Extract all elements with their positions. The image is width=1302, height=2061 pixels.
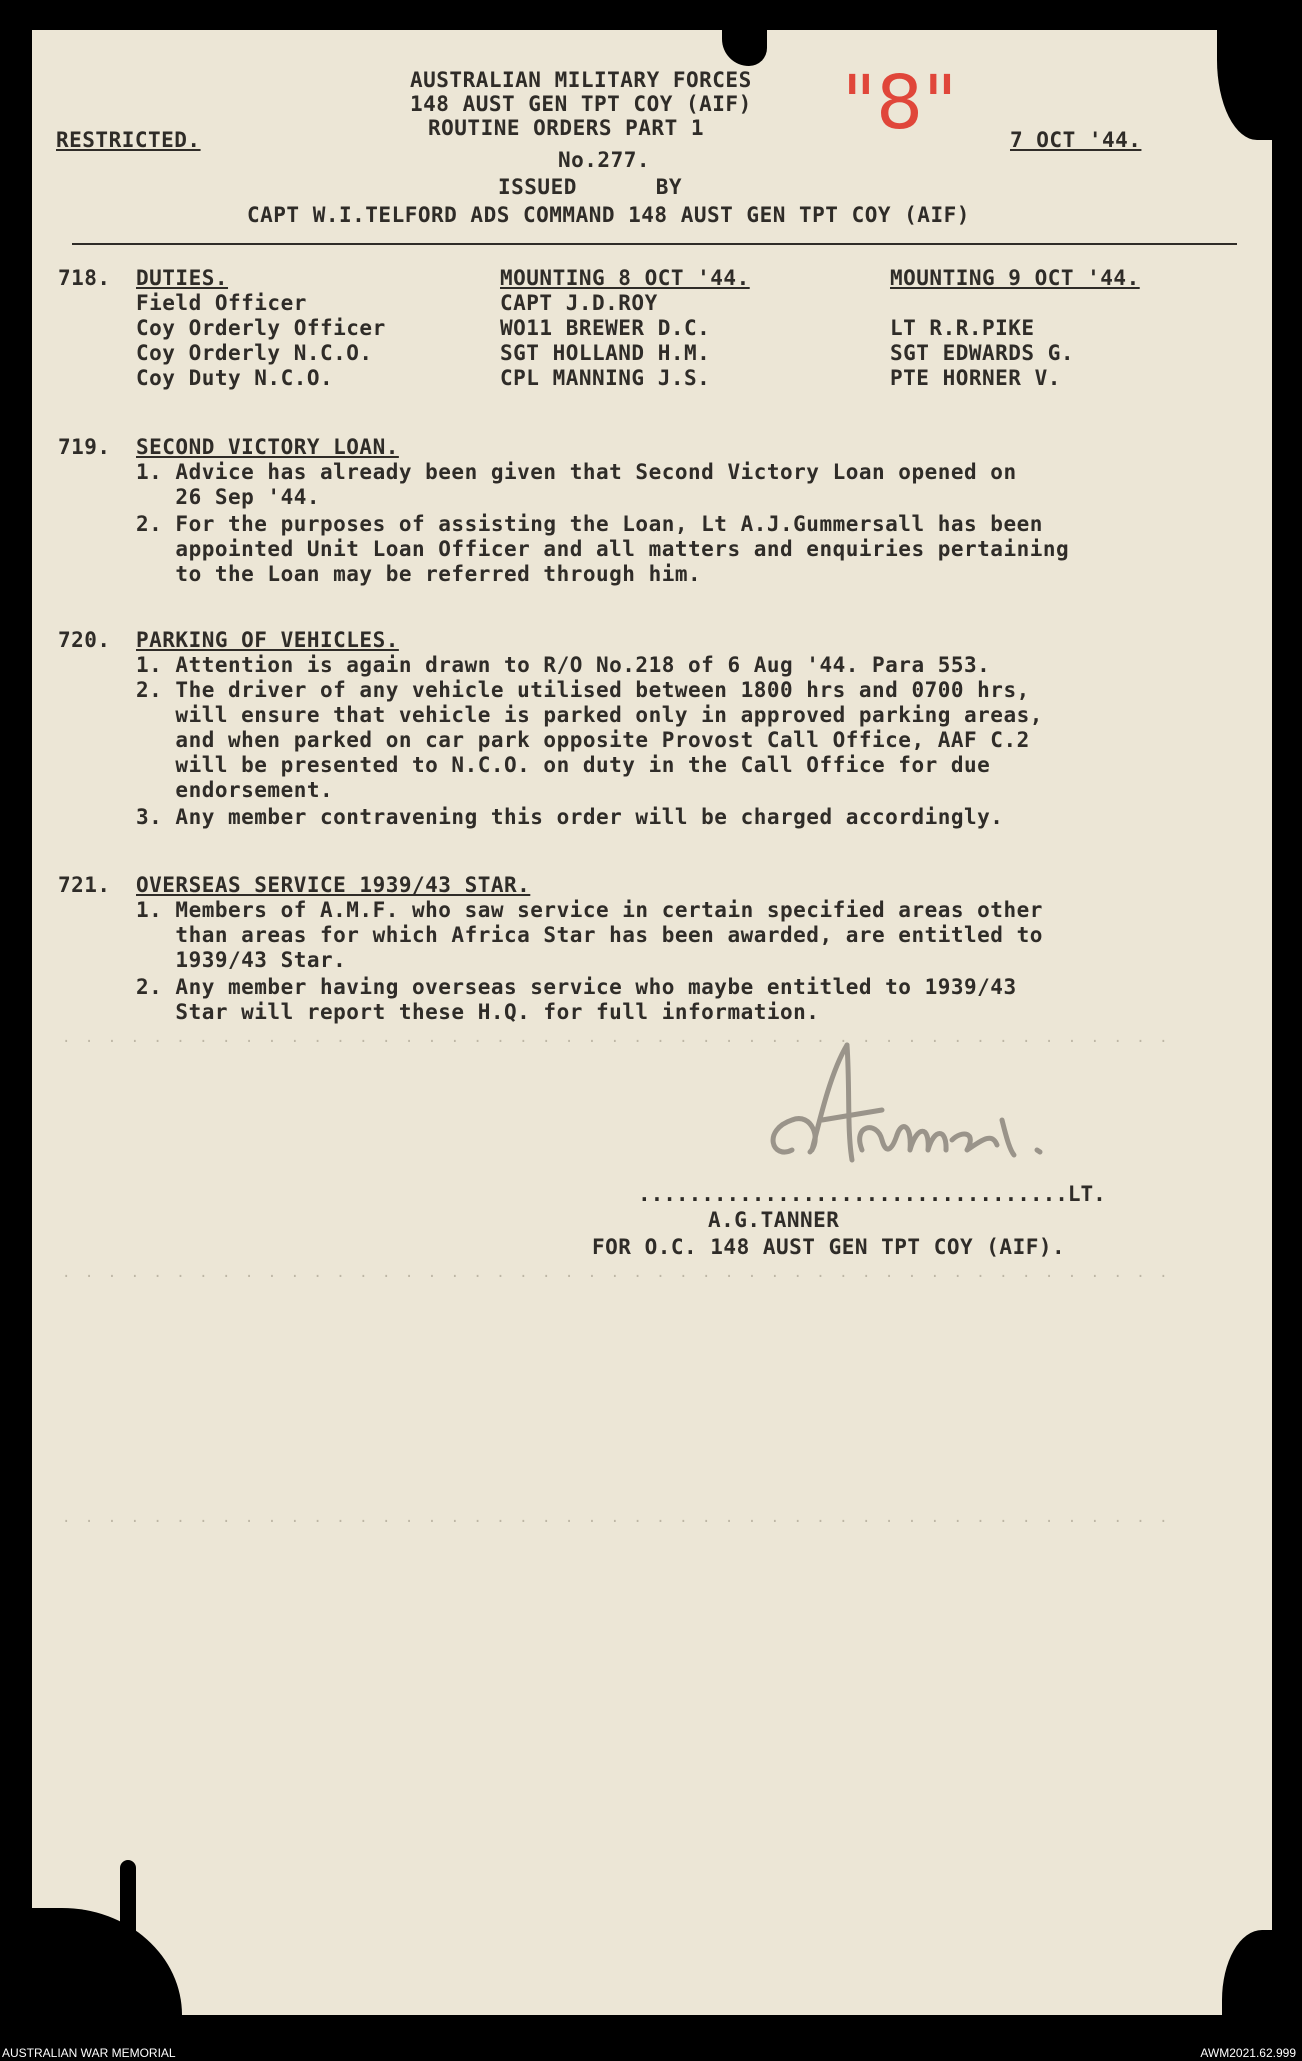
section-heading: OVERSEAS SERVICE 1939/43 STAR. bbox=[136, 873, 531, 897]
duty-8oct: CAPT J.D.ROY bbox=[500, 291, 658, 315]
torn-corner bbox=[32, 1908, 182, 2015]
issued-by: ISSUED BY bbox=[498, 175, 683, 199]
order-line: to the Loan may be referred through him. bbox=[136, 562, 702, 586]
duty-name: Coy Orderly N.C.O. bbox=[136, 341, 373, 365]
footer-accession-number: AWM2021.62.999 bbox=[1200, 2046, 1296, 2060]
order-line: 1. Members of A.M.F. who saw service in certain specified areas other bbox=[136, 898, 1043, 922]
signature-dotline: ..................................LT. bbox=[638, 1182, 1106, 1206]
order-line: 2. The driver of any vehicle utilised between 1800 hrs and 0700 hrs, bbox=[136, 678, 1030, 702]
para-number: 720. bbox=[58, 628, 111, 652]
duty-9oct: SGT EDWARDS G. bbox=[890, 341, 1075, 365]
order-line: 2. For the purposes of assisting the Loan, Lt A.J.Gummersall has been bbox=[136, 512, 1043, 536]
para-number: 721. bbox=[58, 873, 111, 897]
duty-8oct: WO11 BREWER D.C. bbox=[500, 316, 711, 340]
handwritten-signature bbox=[752, 1040, 1092, 1190]
header-line-1: AUSTRALIAN MILITARY FORCES bbox=[410, 68, 752, 92]
header-line-3: ROUTINE ORDERS PART 1 bbox=[428, 116, 705, 140]
signatory-name: A.G.TANNER bbox=[708, 1208, 840, 1232]
document-page bbox=[32, 30, 1272, 2015]
order-line: 26 Sep '44. bbox=[136, 485, 321, 509]
order-line: and when parked on car park opposite Provost Call Office, AAF C.2 bbox=[136, 728, 1030, 752]
duty-8oct: CPL MANNING J.S. bbox=[500, 366, 711, 390]
duty-name: Field Officer bbox=[136, 291, 307, 315]
classification: RESTRICTED. bbox=[56, 128, 201, 152]
torn-edge bbox=[120, 1860, 136, 1940]
bleed-through-dots: . . . . . . . . . . . . . . . . . . . . . . . . . . . . . . . . . . . . . . . . . . . . . . . . . bbox=[62, 1030, 1171, 1046]
header-line-2: 148 AUST GEN TPT COY (AIF) bbox=[410, 92, 752, 116]
order-line: endorsement. bbox=[136, 778, 334, 802]
order-line: 1. Advice has already been given that Second Victory Loan opened on bbox=[136, 460, 1017, 484]
order-line: 3. Any member contravening this order will be charged accordingly. bbox=[136, 805, 1004, 829]
torn-corner bbox=[1217, 30, 1272, 140]
mounting-9-heading: MOUNTING 9 OCT '44. bbox=[890, 266, 1140, 290]
document-date: 7 OCT '44. bbox=[1010, 128, 1142, 152]
mounting-8-heading: MOUNTING 8 OCT '44. bbox=[500, 266, 750, 290]
order-line: 2. Any member having overseas service who maybe entitled to 1939/43 bbox=[136, 975, 1017, 999]
duty-name: Coy Orderly Officer bbox=[136, 316, 386, 340]
para-number: 719. bbox=[58, 435, 111, 459]
issuer-line: CAPT W.I.TELFORD ADS COMMAND 148 AUST GEN TPT COY (AIF) bbox=[247, 203, 970, 227]
footer-credit: AUSTRALIAN WAR MEMORIAL bbox=[2, 2046, 176, 2060]
duty-9oct: LT R.R.PIKE bbox=[890, 316, 1035, 340]
torn-corner bbox=[1222, 1930, 1272, 2015]
duties-heading: DUTIES. bbox=[136, 266, 229, 290]
duty-8oct: SGT HOLLAND H.M. bbox=[500, 341, 711, 365]
order-line: Star will report these H.Q. for full information. bbox=[136, 1000, 820, 1024]
bleed-through-dots: . . . . . . . . . . . . . . . . . . . . . . . . . . . . . . . . . . . . . . . . . . . . . . . . . bbox=[62, 1265, 1171, 1281]
order-line: 1. Attention is again drawn to R/O No.218 of 6 Aug '44. Para 553. bbox=[136, 653, 991, 677]
section-heading: PARKING OF VEHICLES. bbox=[136, 628, 399, 652]
order-line: will ensure that vehicle is parked only in approved parking areas, bbox=[136, 703, 1043, 727]
order-line: appointed Unit Loan Officer and all matters and enquiries pertaining bbox=[136, 537, 1070, 561]
order-line: will be presented to N.C.O. on duty in the Call Office for due bbox=[136, 753, 991, 777]
duty-name: Coy Duty N.C.O. bbox=[136, 366, 334, 390]
red-number-annotation: "8" bbox=[842, 60, 958, 146]
duty-9oct: PTE HORNER V. bbox=[890, 366, 1061, 390]
order-line: 1939/43 Star. bbox=[136, 948, 347, 972]
bleed-through-dots: . . . . . . . . . . . . . . . . . . . . . . . . . . . . . . . . . . . . . . . . . . . . . . . . . bbox=[62, 1510, 1171, 1526]
para-number: 718. bbox=[58, 266, 111, 290]
order-number: No.277. bbox=[558, 148, 651, 172]
header-rule bbox=[72, 243, 1237, 245]
section-heading: SECOND VICTORY LOAN. bbox=[136, 435, 399, 459]
torn-edge bbox=[722, 30, 767, 66]
order-line: than areas for which Africa Star has been awarded, are entitled to bbox=[136, 923, 1043, 947]
signatory-capacity: FOR O.C. 148 AUST GEN TPT COY (AIF). bbox=[592, 1235, 1066, 1259]
